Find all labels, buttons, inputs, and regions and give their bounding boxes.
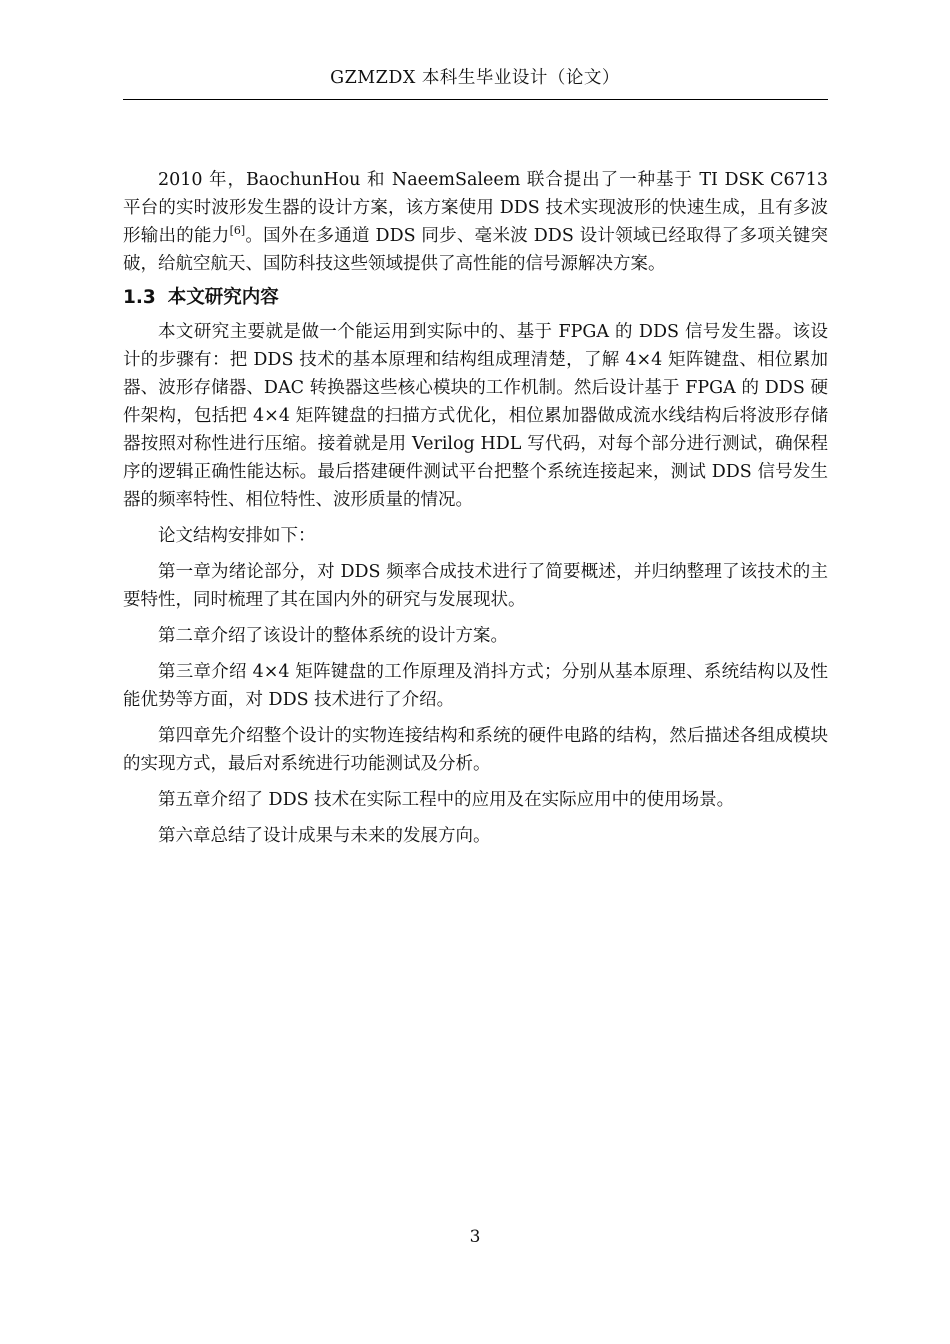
paragraph-chapter-4: 第四章先介绍整个设计的实物连接结构和系统的硬件电路的结构，然后描述各组成模块的实现方式，最后对系统进行功能测试及分析。 xyxy=(123,726,828,774)
running-header: GZMZDX 本科生毕业设计（论文） xyxy=(330,68,620,88)
paragraph-intro-text: 2010 年，BaochunHou 和 NaeemSaleem 联合提出了一种基于 TI DSK C6713 平台的实时波形发生器的设计方案，该方案使用 DDS 技术实现波形的快速生成，且有多波形输出的能力 xyxy=(123,170,828,246)
section-title: 本文研究内容 xyxy=(167,287,279,308)
body-text xyxy=(123,166,828,858)
paragraph-chapter-1: 第一章为绪论部分，对 DDS 频率合成技术进行了简要概述，并归纳整理了该技术的主要特性，同时梳理了其在国内外的研究与发展现状。 xyxy=(123,562,828,610)
header-rule xyxy=(123,99,828,100)
paragraph-chapter-6: 第六章总结了设计成果与未来的发展方向。 xyxy=(158,826,491,846)
paragraph-content: 本文研究主要就是做一个能运用到实际中的、基于 FPGA 的 DDS 信号发生器。该设计的步骤有：把 DDS 技术的基本原理和结构组成理清楚，了解 4×4 矩阵键盘、相位累加器、波形存储器、DAC 转换器这些核心模块的工作机制。然后设计基于 FPGA 的 DDS 硬件架构，包括把 4×4 矩阵键盘的扫描方式优化，相位累加器做成流水线结构后将波形存储器按照对称性进行压缩。接着就是用 Verilog HDL 写代码，对每个部分进行测试，确保程序的逻辑正确性能达标。最后搭建硬件测试平台把整个系统连接起来，测试 DDS 信号发生器的频率特性、相位特性、波形质量的情况。 xyxy=(123,322,828,510)
paragraph-chapter-3: 第三章介绍 4×4 矩阵键盘的工作原理及消抖方式；分别从基本原理、系统结构以及性能优势等方面，对 DDS 技术进行了介绍。 xyxy=(123,662,828,710)
paragraph-chapter-2: 第二章介绍了该设计的整体系统的设计方案。 xyxy=(158,626,508,646)
page-number: 3 xyxy=(469,1227,481,1247)
paragraph-intro xyxy=(123,166,828,278)
citation-ref: [6] xyxy=(229,224,246,238)
section-number: 1.3 xyxy=(123,287,156,308)
paragraph-intro-tail: 。国外在多通道 DDS 同步、毫米波 DDS 设计领域已经取得了多项关键突破，给航空航天、国防科技这些领域提供了高性能的信号源解决方案。 xyxy=(123,226,829,274)
paragraph-chapter-5: 第五章介绍了 DDS 技术在实际工程中的应用及在实际应用中的使用场景。 xyxy=(158,790,735,810)
paragraph-structure-intro: 论文结构安排如下： xyxy=(158,526,316,546)
section-heading xyxy=(123,286,828,310)
